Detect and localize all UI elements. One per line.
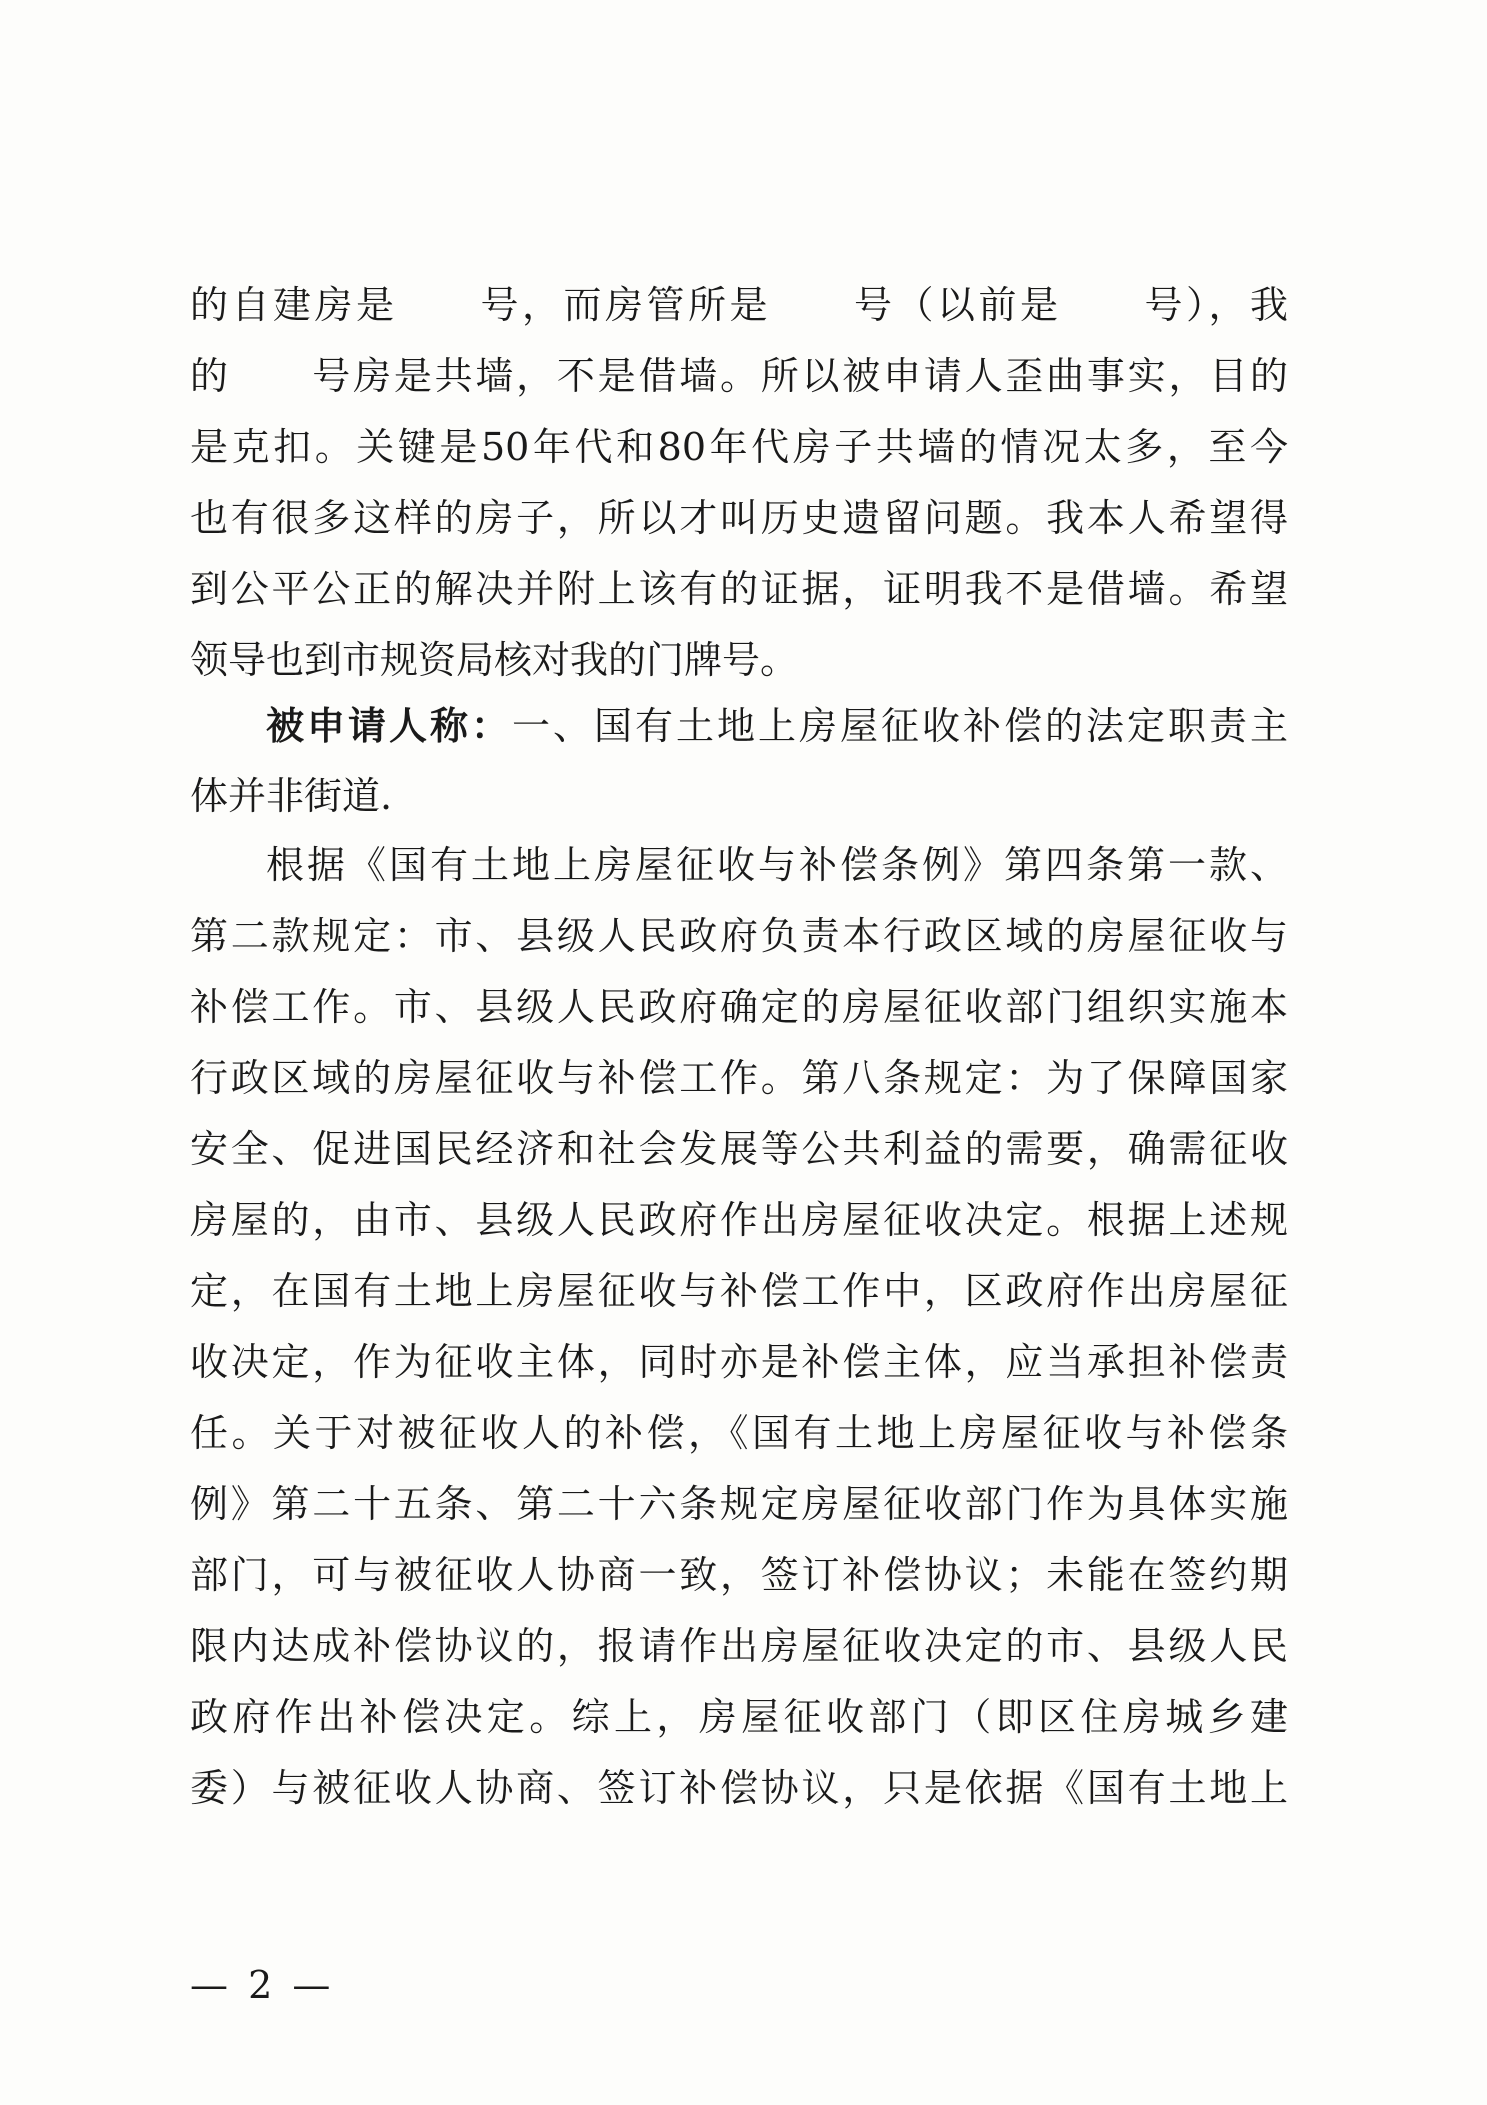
text-line: 的自建房是 号，而房管所是 号（以前是 号），我 [190, 283, 1288, 327]
text-line: 补偿工作。市、县级人民政府确定的房屋征收部门组织实施本 [190, 985, 1288, 1029]
text-line: 安全、促进国民经济和社会发展等公共利益的需要，确需征收 [190, 1127, 1288, 1171]
text-line: 任。关于对被征收人的补偿，《国有土地上房屋征收与补偿条 [190, 1411, 1288, 1455]
text-line: 房屋的，由市、县级人民政府作出房屋征收决定。根据上述规 [190, 1198, 1288, 1242]
text-line: 例》第二十五条、第二十六条规定房屋征收部门作为具体实施 [190, 1482, 1288, 1526]
text-line: 体并非街道. [190, 774, 393, 818]
paragraph-1 [190, 270, 1288, 696]
text-line: 政府作出补偿决定。综上，房屋征收部门（即区住房城乡建 [190, 1695, 1288, 1739]
text-line: 的 号房是共墙，不是借墙。所以被申请人歪曲事实，目的 [190, 354, 1288, 398]
paragraph-3 [190, 830, 1288, 1824]
text-line: 第二款规定：市、县级人民政府负责本行政区域的房屋征收与 [190, 914, 1288, 958]
text-span: 一、国有土地上房屋征收补偿的法定职责主 [512, 704, 1288, 748]
paragraph-2 [190, 690, 1288, 832]
text-line-with-heading [190, 690, 1288, 761]
text-line: 定，在国有土地上房屋征收与补偿工作中，区政府作出房屋征 [190, 1269, 1288, 1313]
text-line: 是克扣。关键是50年代和80年代房子共墙的情况太多，至今 [190, 425, 1288, 469]
text-line: 到公平公正的解决并附上该有的证据，证明我不是借墙。希望 [190, 567, 1288, 611]
text-line: 部门，可与被征收人协商一致，签订补偿协议；未能在签约期 [190, 1553, 1288, 1597]
text-line: 也有很多这样的房子，所以才叫历史遗留问题。我本人希望得 [190, 496, 1288, 540]
text-line: 根据《国有土地上房屋征收与补偿条例》第四条第一款、 [266, 843, 1288, 887]
text-line: 委）与被征收人协商、签订补偿协议，只是依据《国有土地上 [190, 1766, 1288, 1810]
page-number: — 2 — [190, 1963, 335, 2007]
text-line: 行政区域的房屋征收与补偿工作。第八条规定：为了保障国家 [190, 1056, 1288, 1100]
text-line: 领导也到市规资局核对我的门牌号。 [190, 638, 799, 682]
text-line: 收决定，作为征收主体，同时亦是补偿主体，应当承担补偿责 [190, 1340, 1288, 1384]
text-line: 限内达成补偿协议的，报请作出房屋征收决定的市、县级人民 [190, 1624, 1288, 1668]
paragraph-heading: 被申请人称： [266, 703, 512, 748]
